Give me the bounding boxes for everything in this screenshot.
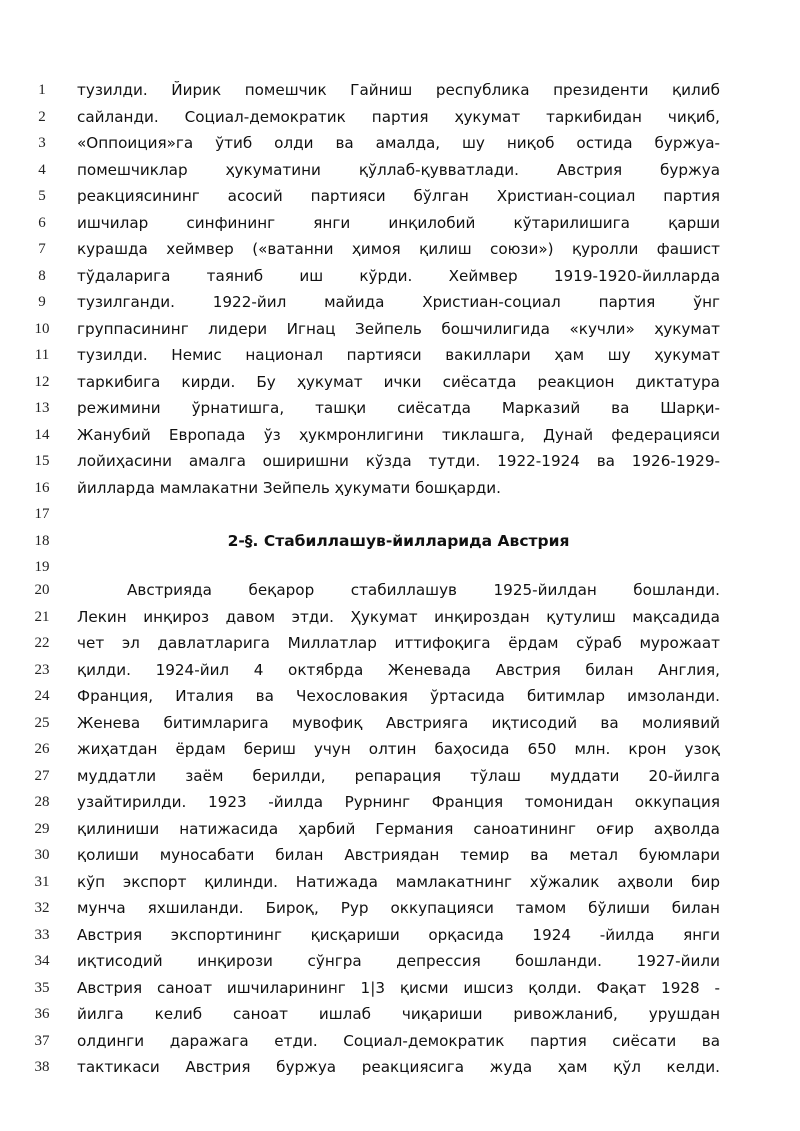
line-number: 20 (34, 582, 50, 598)
line-text: қолиши муносабати билан Австриядан темир ва метал буюмлари (77, 846, 720, 864)
text-line (0, 948, 800, 974)
line-text: тактикаси Австрия буржуа реакциясига жуда ҳам қўл келди. (77, 1058, 720, 1076)
line-number: 27 (34, 767, 50, 784)
line-text: тузилди. Немис национал партияси вакиллари ҳам шу ҳукумат (77, 346, 720, 364)
text-line (0, 683, 800, 709)
text-line (0, 763, 800, 789)
line-text: реакциясининг асосий партияси бўлган Христиан-социал партия (77, 187, 720, 205)
text-line (0, 501, 800, 527)
line-text: тузилганди. 1922-йил майида Христиан-социал партия ўнг (77, 293, 720, 311)
text-line (0, 475, 800, 501)
line-text: муддатли заём берилди, репарация тўлаш муддати 20-йилга (77, 766, 720, 785)
text-line (0, 736, 800, 762)
line-text: сайланди. Социал-демократик партия ҳукумат таркибидан чиқиб, (77, 107, 720, 126)
text-line (0, 342, 800, 368)
text-line (0, 448, 800, 474)
line-number: 35 (34, 979, 50, 996)
line-text: лойиҳасини амалга оширишни кўзда тутди. 1922-1924 ва 1926-1929- (77, 452, 720, 470)
line-number: 9 (38, 294, 46, 310)
line-number: 31 (34, 873, 50, 890)
line-number: 10 (34, 320, 50, 337)
text-line (0, 183, 800, 209)
line-number: 1 (38, 82, 46, 98)
line-number: 29 (34, 820, 50, 837)
text-line (0, 604, 800, 630)
line-text: кўп экспорт қилинди. Натижада мамлакатнинг хўжалик аҳволи бир (77, 872, 720, 891)
text-line (0, 104, 800, 130)
line-number: 25 (34, 714, 50, 731)
line-text: «Оппоиция»га ўтиб олди ва амалда, шу ниқоб остида буржуа- (77, 134, 720, 152)
line-number: 37 (34, 1032, 50, 1049)
line-text: Лекин инқироз давом этди. Ҳукумат инқироздан қутулиш мақсадида (77, 607, 720, 626)
text-line (0, 657, 800, 683)
line-text: Австрияда беқарор стабиллашув 1925-йилдан бошланди. (127, 581, 720, 599)
text-line (0, 157, 800, 183)
line-number: 11 (34, 347, 50, 363)
text-line (0, 630, 800, 656)
text-line (0, 263, 800, 289)
line-text: йилга келиб саноат ишлаб чиқариши ривожланиб, урушдан (77, 1005, 720, 1023)
line-text: йилларда мамлакатни Зейпель ҳукумати бошқарди. (77, 478, 501, 497)
line-text: Франция, Италия ва Чехословакия ўртасида битимлар имзоланди. (77, 687, 720, 705)
text-line (0, 975, 800, 1001)
line-number: 26 (34, 741, 50, 757)
text-line (0, 842, 800, 868)
line-number: 23 (34, 661, 50, 678)
line-number: 6 (38, 214, 46, 231)
line-number: 28 (34, 794, 50, 810)
line-number: 13 (34, 400, 50, 416)
line-number: 4 (38, 161, 46, 178)
line-number: 18 (34, 532, 50, 549)
line-number: 12 (34, 373, 50, 390)
text-line (0, 1001, 800, 1027)
line-number: 32 (34, 900, 50, 916)
line-text: Австрия саноат ишчиларининг 1|3 қисми ишсиз қолди. Фақат 1928 - (77, 978, 720, 997)
line-number: 14 (34, 426, 50, 443)
line-number: 3 (38, 135, 46, 151)
line-number: 19 (34, 559, 50, 575)
text-line (0, 710, 800, 736)
line-text: помешчиклар ҳукуматини қўллаб-қувватлади. Австрия буржуа (77, 160, 720, 179)
heading-line (0, 528, 800, 554)
line-text: қилиниши натижасида ҳарбий Германия саноатининг оғир аҳволда (77, 819, 720, 838)
line-number: 5 (38, 188, 46, 204)
line-text: мунча яхшиланди. Бироқ, Рур оккупацияси тамом бўлиши билан (77, 899, 720, 917)
line-text: иқтисодий инқирози сўнгра депрессия бошланди. 1927-йили (77, 952, 720, 970)
line-text: жиҳатдан ёрдам бериш учун олтин баҳосида 650 млн. крон узоқ (77, 740, 720, 758)
line-text: Женева битимларига мувофиқ Австрияга иқтисодий ва молиявий (77, 713, 720, 732)
line-number: 22 (34, 635, 50, 651)
section-heading: 2-§. Стабиллашув-йилларида Австрия (227, 531, 570, 550)
text-line (0, 1028, 800, 1054)
line-number: 34 (34, 953, 50, 969)
line-text: группасининг лидери Игнац Зейпель бошчилигида «кучли» ҳукумат (77, 319, 720, 338)
line-text: олдинги даражага етди. Социал-демократик партия сиёсати ва (77, 1031, 720, 1050)
line-text: узайтирилди. 1923 -йилда Рурнинг Франция томонидан оккупация (77, 793, 720, 811)
text-line (0, 789, 800, 815)
text-line (0, 236, 800, 262)
line-number: 17 (34, 506, 50, 522)
text-line (0, 816, 800, 842)
text-line (0, 130, 800, 156)
text-line (0, 210, 800, 236)
line-number: 7 (38, 241, 46, 257)
line-number: 21 (34, 608, 50, 625)
line-number: 16 (34, 479, 50, 496)
line-text: Австрия экспортининг қисқариши орқасида 1924 -йилда янги (77, 925, 720, 944)
line-number: 33 (34, 926, 50, 943)
line-text: режимини ўрнатишга, ташқи сиёсатда Марказий ва Шарқи- (77, 399, 720, 417)
line-number: 38 (34, 1059, 50, 1075)
text-line (0, 577, 800, 603)
line-number: 36 (34, 1006, 50, 1022)
text-line (0, 316, 800, 342)
line-text: таркибига кирди. Бу ҳукумат ички сиёсатда реакцион диктатура (77, 372, 720, 391)
text-line (0, 395, 800, 421)
line-number: 24 (34, 688, 50, 704)
text-line (0, 869, 800, 895)
text-line (0, 289, 800, 315)
text-line (0, 1054, 800, 1080)
line-number: 30 (34, 847, 50, 863)
text-line (0, 369, 800, 395)
text-line (0, 422, 800, 448)
line-text: қилди. 1924-йил 4 октябрда Женевада Австрия билан Англия, (77, 660, 720, 679)
text-line (0, 77, 800, 103)
line-text: ишчилар синфининг янги инқилобий кўтарилишига қарши (77, 213, 720, 232)
text-line (0, 895, 800, 921)
line-text: Жанубий Европада ўз ҳукмронлигини тиклашга, Дунай федерацияси (77, 425, 720, 444)
text-line (0, 922, 800, 948)
line-text: тузилди. Йирик помешчик Гайниш республика президенти қилиб (77, 81, 720, 99)
line-text: курашда хеймвер («ватанни ҳимоя қилиш союзи») қуролли фашист (77, 240, 720, 258)
line-text: тўдаларига таяниб иш кўрди. Хеймвер 1919-1920-йилларда (77, 266, 720, 285)
line-number: 8 (38, 267, 46, 284)
line-number: 15 (34, 453, 50, 469)
line-text: чет эл давлатларига Миллатлар иттифоқига ёрдам сўраб мурожаат (77, 634, 720, 652)
line-number: 2 (38, 108, 46, 125)
